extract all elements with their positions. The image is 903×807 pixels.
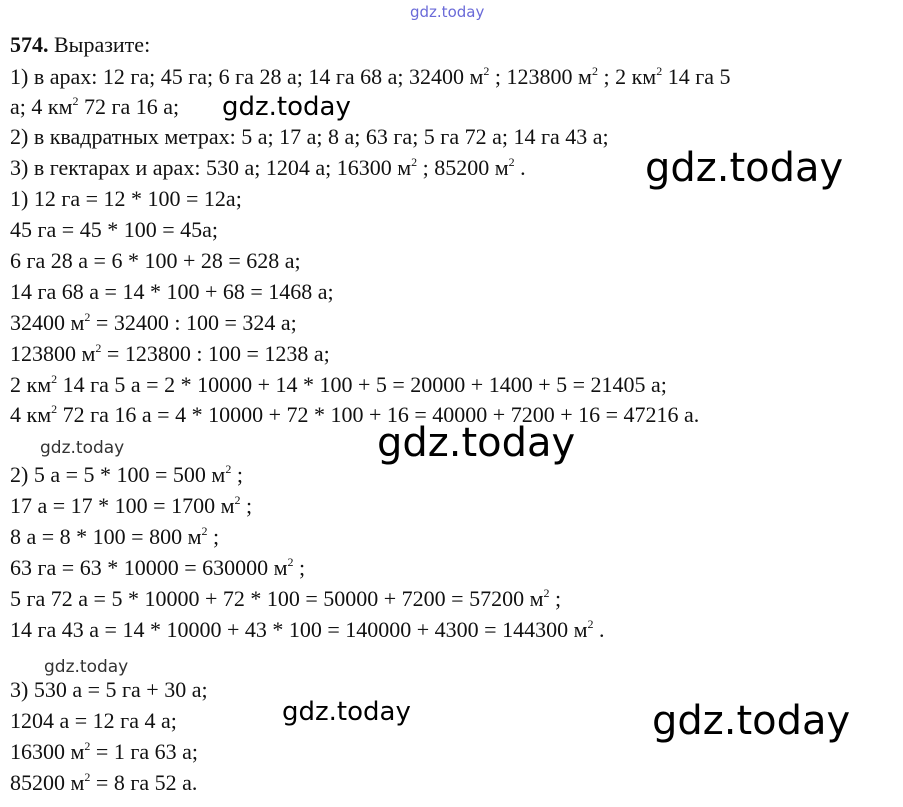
- text-segment: 123800 м: [10, 341, 96, 366]
- superscript: 2: [95, 341, 102, 355]
- text-segment: 6 га 28 а = 6 * 100 + 28 = 628 а;: [10, 248, 301, 273]
- text-segment: ;: [240, 493, 253, 518]
- solution-2-line: [10, 617, 605, 643]
- problem-number: 574.: [10, 32, 49, 57]
- superscript: 2: [411, 155, 418, 169]
- text-segment: 32400 м: [10, 310, 85, 335]
- solution-3-line: [10, 677, 208, 703]
- problem-heading: [10, 32, 150, 58]
- superscript: 2: [51, 402, 58, 416]
- superscript: 2: [84, 739, 91, 753]
- superscript: 2: [591, 64, 598, 78]
- text-segment: 3) 530 а = 5 га + 30 а;: [10, 677, 208, 702]
- solution-2-line: [10, 462, 243, 488]
- superscript: 2: [72, 94, 79, 108]
- solution-1-line: [10, 402, 699, 428]
- superscript: 2: [201, 524, 208, 538]
- solution-2-line: [10, 586, 561, 612]
- text-segment: 8 а = 8 * 100 = 800 м: [10, 524, 202, 549]
- text-segment: 5 га 72 а = 5 * 10000 + 72 * 100 = 50000 + 7200 = 57200 м: [10, 586, 544, 611]
- solution-2-line: [10, 524, 219, 550]
- solution-1-line: [10, 310, 297, 336]
- text-segment: ;: [207, 524, 220, 549]
- text-segment: ; 2 км: [597, 64, 657, 89]
- watermark: gdz.today: [377, 420, 576, 466]
- watermark: gdz.today: [410, 3, 485, 21]
- text-segment: 14 га 5: [662, 64, 731, 89]
- superscript: 2: [84, 770, 91, 784]
- superscript: 2: [483, 64, 490, 78]
- text-segment: ; 123800 м: [489, 64, 592, 89]
- text-segment: 2 км: [10, 372, 52, 397]
- superscript: 2: [84, 310, 91, 324]
- superscript: 2: [543, 586, 550, 600]
- text-segment: 16300 м: [10, 739, 85, 764]
- superscript: 2: [656, 64, 663, 78]
- solution-1-line: [10, 186, 242, 212]
- text-segment: 4 км: [10, 402, 52, 427]
- superscript: 2: [225, 462, 232, 476]
- task-3: [10, 155, 526, 181]
- text-segment: а; 4 км: [10, 94, 73, 119]
- solution-2-line: [10, 493, 252, 519]
- text-segment: 45 га = 45 * 100 = 45а;: [10, 217, 218, 242]
- superscript: 2: [508, 155, 515, 169]
- text-segment: 85200 м: [10, 770, 85, 795]
- task-1-line-1: [10, 64, 731, 90]
- text-segment: ;: [549, 586, 562, 611]
- solution-3-line: [10, 770, 197, 796]
- text-segment: 2) 5 а = 5 * 100 = 500 м: [10, 462, 226, 487]
- text-segment: 72 га 16 а;: [78, 94, 180, 119]
- text-segment: 72 га 16 а = 4 * 10000 + 72 * 100 + 16 = 40000 + 7200 + 16 = 47216 а.: [57, 402, 700, 427]
- task-2: 2) в квадратных метрах: 5 а; 17 а; 8 а; 63 га; 5 га 72 а; 14 га 43 а;: [10, 124, 609, 149]
- task-1-line-2: [10, 94, 179, 120]
- text-segment: 14 га 68 а = 14 * 100 + 68 = 1468 а;: [10, 279, 334, 304]
- solution-1-line: [10, 279, 334, 305]
- solution-1-line: [10, 217, 218, 243]
- superscript: 2: [234, 493, 241, 507]
- text-segment: 1) 12 га = 12 * 100 = 12а;: [10, 186, 242, 211]
- solution-3-line: [10, 739, 198, 765]
- text-segment: 1204 а = 12 га 4 а;: [10, 708, 177, 733]
- watermark: gdz.today: [282, 697, 411, 727]
- solution-3-line: [10, 708, 177, 734]
- watermark: gdz.today: [222, 92, 351, 122]
- text-segment: = 1 га 63 а;: [90, 739, 198, 764]
- solution-2-line: [10, 555, 305, 581]
- problem-title: Выразите:: [48, 32, 151, 57]
- text-segment: 14 га 43 а = 14 * 10000 + 43 * 100 = 140000 + 4300 = 144300 м: [10, 617, 588, 642]
- solution-1-line: [10, 372, 667, 398]
- watermark: gdz.today: [44, 657, 129, 677]
- watermark: gdz.today: [645, 145, 844, 191]
- text-segment: = 32400 : 100 = 324 а;: [90, 310, 297, 335]
- text-segment: = 123800 : 100 = 1238 а;: [101, 341, 330, 366]
- text-segment: 63 га = 63 * 10000 = 630000 м: [10, 555, 288, 580]
- text-segment: 14 га 5 а = 2 * 10000 + 14 * 100 + 5 = 20000 + 1400 + 5 = 21405 а;: [57, 372, 667, 397]
- text-segment: .: [593, 617, 605, 642]
- text-segment: ; 85200 м: [417, 155, 509, 180]
- solution-1-line: [10, 341, 330, 367]
- solution-1-line: [10, 248, 301, 274]
- text-segment: ;: [293, 555, 306, 580]
- watermark: gdz.today: [40, 438, 125, 458]
- text-segment: 3) в гектарах и арах: 530 а; 1204 а; 16300 м: [10, 155, 412, 180]
- superscript: 2: [51, 372, 58, 386]
- superscript: 2: [287, 555, 294, 569]
- text-segment: 1) в арах: 12 га; 45 га; 6 га 28 а; 14 га 68 а; 32400 м: [10, 64, 484, 89]
- text-segment: = 8 га 52 а.: [90, 770, 198, 795]
- text-segment: .: [514, 155, 526, 180]
- text-segment: ;: [231, 462, 243, 487]
- watermark: gdz.today: [652, 698, 851, 744]
- superscript: 2: [587, 617, 594, 631]
- text-segment: 17 а = 17 * 100 = 1700 м: [10, 493, 235, 518]
